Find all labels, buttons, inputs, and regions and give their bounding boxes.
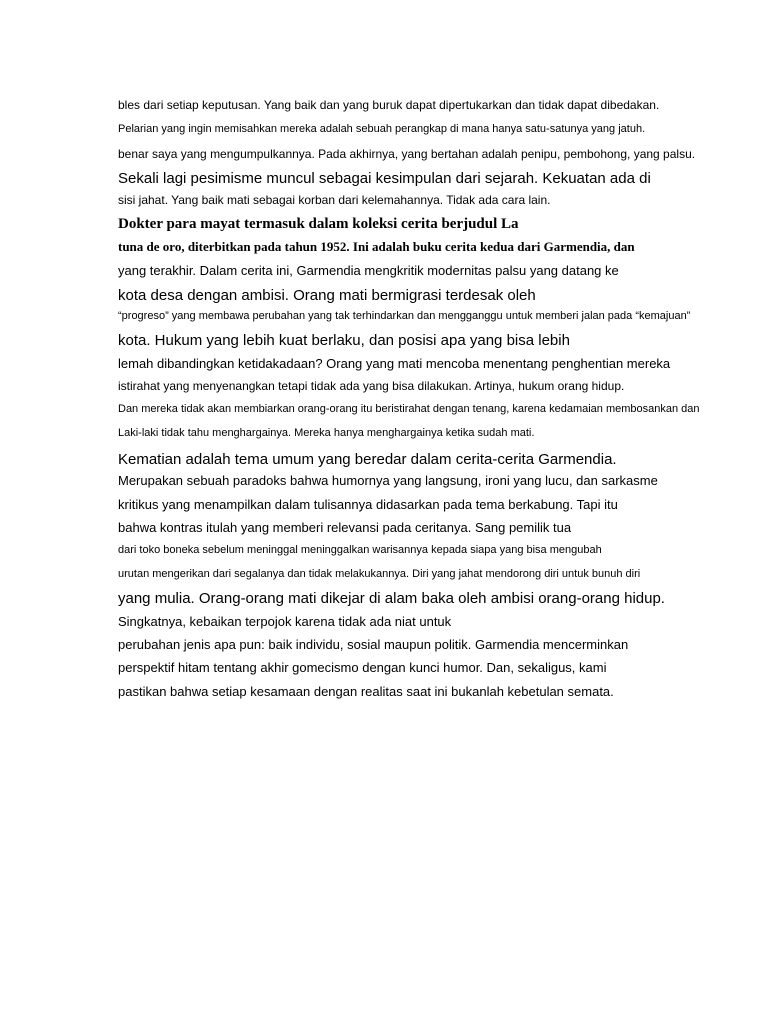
text-line: Dokter para mayat termasuk dalam koleksi cerita berjudul La — [118, 216, 519, 232]
text-line: “progreso” yang membawa perubahan yang tak terhindarkan dan mengganggu untuk memberi jalan pada “kemajuan” — [118, 310, 691, 322]
text-line: yang mulia. Orang-orang mati dikejar di alam baka oleh ambisi orang-orang hidup. — [118, 590, 665, 607]
text-line: bles dari setiap keputusan. Yang baik dan yang buruk dapat dipertukarkan dan tidak dapat dibedakan. — [118, 98, 660, 112]
text-line: kota desa dengan ambisi. Orang mati bermigrasi terdesak oleh — [118, 287, 536, 304]
text-line: Sekali lagi pesimisme muncul sebagai kesimpulan dari sejarah. Kekuatan ada di — [118, 170, 651, 187]
text-line: yang terakhir. Dalam cerita ini, Garmendia mengkritik modernitas palsu yang datang ke — [118, 263, 619, 278]
text-line: Kematian adalah tema umum yang beredar dalam cerita-cerita Garmendia. — [118, 451, 617, 468]
text-line: perubahan jenis apa pun: baik individu, sosial maupun politik. Garmendia mencerminkan — [118, 637, 629, 652]
text-line: kota. Hukum yang lebih kuat berlaku, dan posisi apa yang bisa lebih — [118, 332, 570, 349]
text-line: urutan mengerikan dari segalanya dan tidak melakukannya. Diri yang jahat mendorong diri untuk bunuh diri — [118, 568, 641, 580]
text-line: Singkatnya, kebaikan terpojok karena tidak ada niat untuk — [118, 614, 452, 629]
text-line: dari toko boneka sebelum meninggal meninggalkan warisannya kepada siapa yang bisa mengubah — [118, 544, 602, 556]
text-line: sisi jahat. Yang baik mati sebagai korban dari kelemahannya. Tidak ada cara lain. — [118, 193, 551, 207]
text-line: perspektif hitam tentang akhir gomecismo dengan kunci humor. Dan, sekaligus, kami — [118, 660, 607, 675]
text-line: tuna de oro, diterbitkan pada tahun 1952. Ini adalah buku cerita kedua dari Garmendia, dan — [118, 239, 635, 254]
text-line: Dan mereka tidak akan membiarkan orang-orang itu beristirahat dengan tenang, karena kedamaian membosankan dan — [118, 403, 700, 415]
text-line: lemah dibandingkan ketidakadaan? Orang yang mati mencoba menentang penghentian mereka — [118, 356, 671, 371]
text-line: pastikan bahwa setiap kesamaan dengan realitas saat ini bukanlah kebetulan semata. — [118, 684, 614, 699]
text-line: Pelarian yang ingin memisahkan mereka adalah sebuah perangkap di mana hanya satu-satunya yang jatuh. — [118, 123, 646, 135]
text-line: bahwa kontras itulah yang memberi relevansi pada ceritanya. Sang pemilik tua — [118, 520, 572, 535]
text-line: istirahat yang menyenangkan tetapi tidak ada yang bisa dilakukan. Artinya, hukum orang hidup. — [118, 379, 625, 393]
text-line: Laki-laki tidak tahu menghargainya. Mereka hanya menghargainya ketika sudah mati. — [118, 427, 535, 439]
text-line: benar saya yang mengumpulkannya. Pada akhirnya, yang bertahan adalah penipu, pembohong, yang palsu. — [118, 147, 696, 161]
text-line: kritikus yang menampilkan dalam tulisannya didasarkan pada tema berkabung. Tapi itu — [118, 497, 618, 512]
text-line: Merupakan sebuah paradoks bahwa humornya yang langsung, ironi yang lucu, dan sarkasme — [118, 473, 658, 488]
